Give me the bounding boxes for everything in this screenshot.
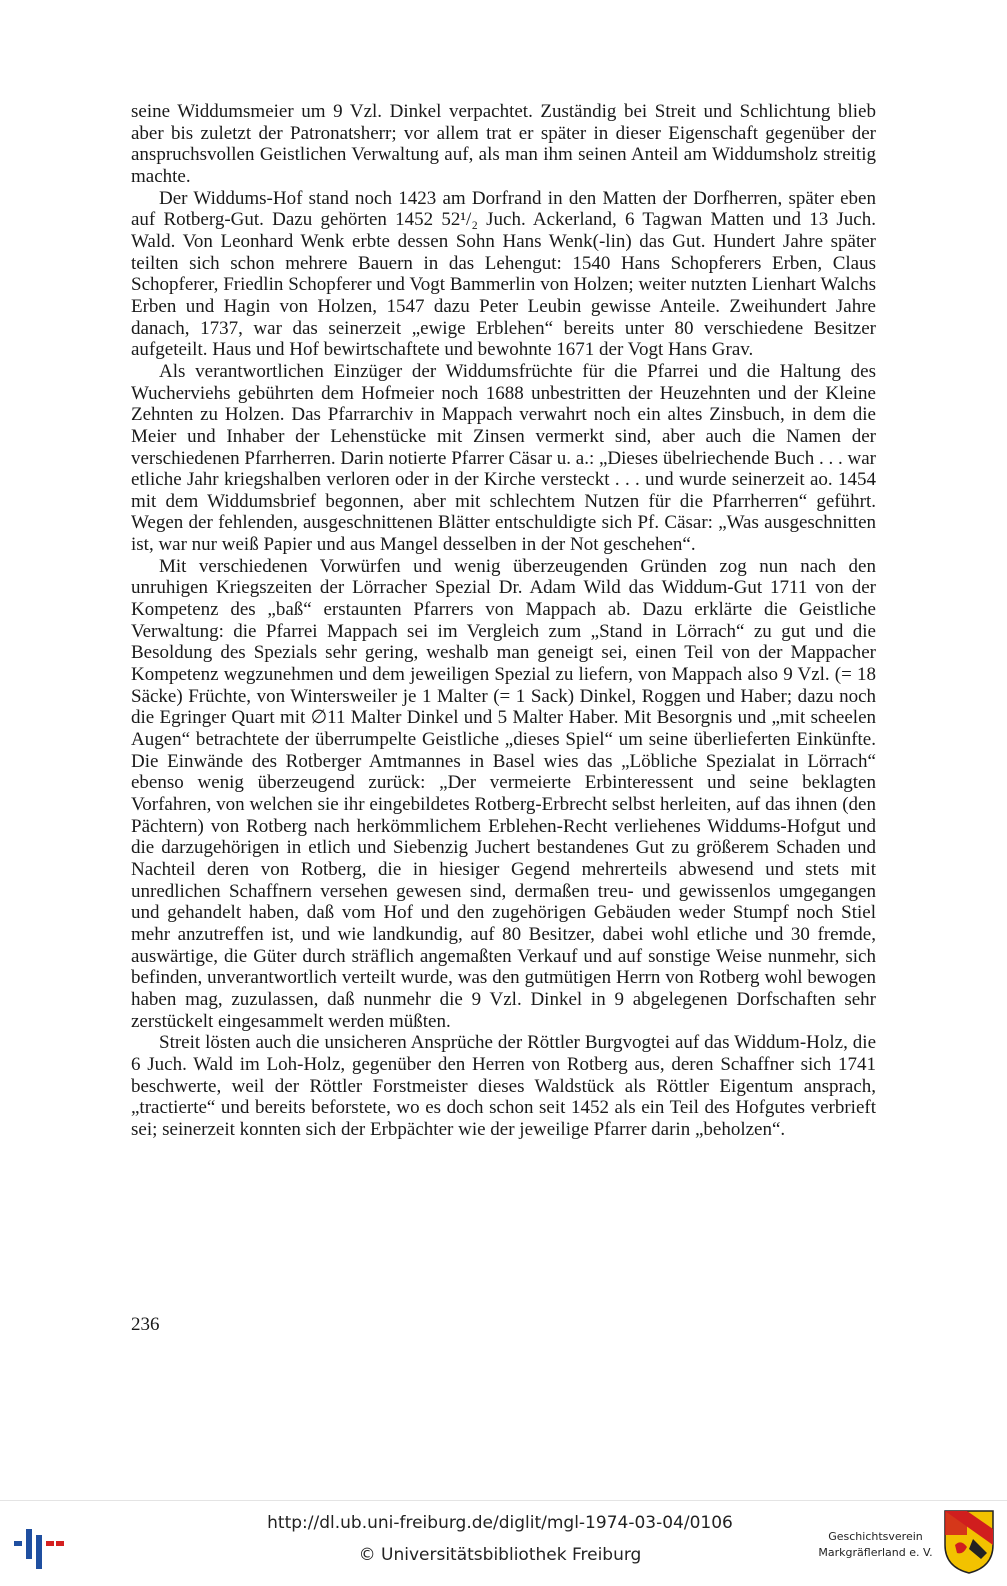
footer-bar (0, 1500, 1007, 1586)
society-name-line: Markgräflerland e. V. (818, 1546, 933, 1559)
paragraph: Streit lösten auch die unsicheren Ansprüche der Röttler Burgvogtei auf das Widdum-Holz, die 6 Juch. Wald im Loh-Holz, gegenüber den Herren von Rotberg aus, deren Schaffner sich 1741 beschwerte, weil der Röttler Forstmeister dieses Waldstück als Röttler Eigentum ansprach, „tractierte“ und bereits beforstete, wo es doch schon seit 1452 als ein Teil des Hofgutes verbrieft sei; seinerzeit konnten sich der Erbpächter wie der jeweilige Pfarrer darin „beholzen“. (131, 1032, 876, 1140)
source-url-link[interactable]: http://dl.ub.uni-freiburg.de/diglit/mgl-1974-03-04/0106 (267, 1513, 733, 1533)
society-name (808, 1529, 943, 1561)
markgraeflerland-coat-of-arms-icon (943, 1509, 995, 1575)
society-name-line: Geschichtsverein (828, 1530, 923, 1543)
paragraph: Der Widdums-Hof stand noch 1423 am Dorfrand in den Matten der Dorfherren, später eben auf Rotberg-Gut. Dazu gehörten 1452 52¹/₂ Juch. Ackerland, 6 Tagwan Matten und 13 Juch. Wald. Von Leonhard Wenk erbte dessen Sohn Hans Wenk(-lin) das Gut. Hundert Jahre später teilten sich schon mehrere Bauern in das Lehengut: 1540 Hans Schopferers Erben, Claus Schopferer, Friedlin Schopferer und Vogt Bammerlin von Holzen; weiter nutzten Lienhart Walchs Erben und Hagin von Holzen, 1547 dazu Peter Leubin gewisse Anteile. Zweihundert Jahre danach, 1737, war das seinerzeit „ewige Erblehen“ bereits unter 80 verschiedene Besitzer aufgeteilt. Haus und Hof bewirtschaftete und bewohnte 1671 der Vogt Hans Grav. (131, 187, 876, 361)
article-text (131, 101, 876, 1141)
paragraph: Als verantwortlichen Einzüger der Widdumsfrüchte für die Pfarrei und die Haltung des Wucherviehs gebührten dem Hofmeier noch 1688 unbestritten der Heuzehnten und der Kleine Zehnten zu Holzen. Das Pfarrarchiv in Mappach verwahrt noch ein altes Zinsbuch, in dem die Meier und Inhaber der Lehenstücke mit Zinsen vermerkt sind, aber auch die Namen der verschiedenen Pfarrherren. Darin notierte Pfarrer Cäsar u. a.: „Dieses übelriechende Buch . . . war etliche Jahr kriegshalben verloren oder in der Kirche versteckt . . . und wurde seinerzeit ao. 1454 mit dem Widdumsbrief begonnen, aber mit schlechtem Nutzen für die Pfarrherren“ geführt. Wegen der fehlenden, ausgeschnittenen Blätter entschuldigte sich Pf. Cäsar: „Was ausgeschnitten ist, war nur weiß Papier und aus Mangel desselben in der Not geschehen“. (131, 360, 876, 556)
paragraph: Mit verschiedenen Vorwürfen und wenig überzeugenden Gründen zog nun nach den unruhigen Kriegszeiten der Lörracher Spezial Dr. Adam Wild das Widdum-Gut 1711 von der Kompetenz des „baß“ erstaunten Pfarrers von Mappach ab. Dazu erklärte die Geistliche Verwaltung: die Pfarrei Mappach sei im Vergleich zum „Stand in Lörrach“ zu gut und die Besoldung des Spezials sehr gering, weshalb man geneigt sei, einen Teil von der Mappacher Kompetenz wegzunehmen und dem jeweiligen Spezial zu liefern, von Mappach also 9 Vzl. (= 18 Säcke) Früchte, von Wintersweiler je 1 Malter (= 1 Sack) Dinkel, Roggen und Haber; dazu noch die Egringer Quart mit ∅11 Malter Dinkel und 5 Malter Haber. Mit Besorgnis und „mit scheelen Augen“ betrachtete der überrumpelte Geistliche „dieses Spiel“ um seine überlieferten Einkünfte. Die Einwände des Rotberger Amtmannes in Basel wies das „Löbliche Spezialat in Lörrach“ ebenso wenig überzeugend zurück: „Der vermeierte Erbinteressent und seine beklagten Vorfahren, von welchen sie ihr eingebildetes Rotberg-Erbrecht selbst herleiten, auf das ihnen (den Pächtern) von Rotberg nach herkömmlichem Erblehen-Recht verliehenes Widdums-Hofgut und die darzugehörigen in etlich und Siebenzig Juchert bestandenes Gut zu größerem Schaden und Nachteil deren von Rotberg, die in hiesiger Gegend mehrerteils abwesend und stets mit unredlichen Schaffnern versehen gewesen sind, dermaßen treu- und gewissenlos umgegangen und gehandelt haben, daß vom Hof und den zugehörigen Gebäuden weder Stumpf noch Stiel mehr anzutreffen ist, und wie landkundig, auf 80 Besitzer, dabei wohl etliche und 30 fremde, auswärtige, die Güter durch sträflich angemaßten Verkauf und auf sonstige Weise nunmehr, sich befinden, unverantwortlich verteilt wurde, was den gutmütigen Herrn von Rotberg wohl bewogen haben mag, zuzulassen, daß nunmehr die 9 Vzl. Dinkel in 9 abgelegenen Dorfschaften sehr zerstückelt eingesammelt werden müßten. (131, 555, 876, 1032)
ub-freiburg-logo-icon[interactable] (14, 1519, 64, 1569)
copyright-text: © Universitätsbibliothek Freiburg (358, 1545, 642, 1565)
page-number: 236 (131, 1314, 160, 1335)
paragraph: seine Widdumsmeier um 9 Vzl. Dinkel verpachtet. Zuständig bei Streit und Schlichtung blieb aber bis zuletzt der Patronatsherr; vor allem trat er später in dieser Eigenschaft gegenüber der anspruchsvollen Geistlichen Verwaltung auf, als man ihm seinen Anteil am Widdumsholz streitig machte. (131, 101, 876, 187)
